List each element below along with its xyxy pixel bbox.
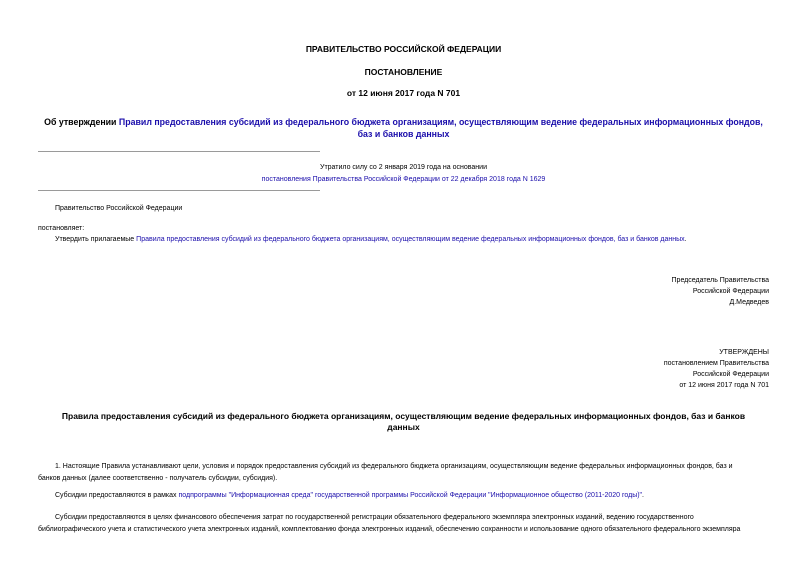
approved-block: [664, 348, 769, 391]
title-rules-link[interactable]: Правил предоставления субсидий из федерального бюджета организациям, осуществляющим ведение федеральных информационных фондов,: [118, 117, 763, 127]
decides-label: постановляет:: [38, 225, 85, 232]
rules-title: [0, 411, 807, 433]
approve-suffix: .: [684, 236, 687, 243]
government-heading: ПРАВИТЕЛЬСТВО РОССИЙСКОЙ ФЕДЕРАЦИИ: [305, 44, 502, 54]
title-rules-link-continued[interactable]: баз и банков данных: [357, 129, 450, 139]
rules-title-line1: Правила предоставления субсидий из федерального бюджета организациям, осуществляющим ведение федеральных информационных фондов, баз и банков: [61, 411, 746, 421]
signature-position: Председатель Правительства: [671, 277, 769, 284]
separator-top: [38, 151, 320, 152]
approved-label: УТВЕРЖДЕНЫ: [719, 349, 769, 356]
paragraph-1-line-2: банков данных (далее соответственно - получатель субсидии, субсидия).: [38, 475, 278, 482]
document-date: от 12 июня 2017 года N 701: [346, 88, 461, 98]
signature-name: Д.Медведев: [729, 299, 769, 306]
repeal-decree-link[interactable]: постановления Правительства Российской Федерации от 22 декабря 2018 года N 1629: [261, 176, 546, 183]
rules-title-line2: данных: [387, 422, 420, 432]
rules-paragraph-3: [38, 513, 769, 535]
rules-paragraph-1: [38, 462, 769, 484]
approved-country: Российской Федерации: [692, 371, 769, 378]
rules-paragraph-2: [55, 491, 644, 501]
document-type-heading: ПОСТАНОВЛЕНИЕ: [364, 67, 443, 77]
document-title: [40, 116, 767, 140]
approve-paragraph: [55, 235, 687, 245]
signature-country: Российской Федерации: [692, 288, 769, 295]
paragraph-2-prefix: Субсидии предоставляются в рамках: [55, 492, 177, 499]
approved-by: постановлением Правительства: [663, 360, 769, 367]
signature-block: [672, 276, 769, 308]
paragraph-3-line-1: Субсидии предоставляются в целях финансового обеспечения затрат по государственной регистрации обязательного федерального экземпляра электронных изданий, ведению государственного: [55, 514, 694, 521]
paragraph-3-line-2: библиографического учета и статистического учета электронных изданий, комплектованию фонда электронных изданий, обеспечению сохранности и использование одного обязательного федерального экземпляра: [38, 526, 741, 533]
subprogram-link[interactable]: подпрограммы "Информационная среда" государственной программы Российской Федерации "Информационное общество (2011-2020 годы)": [178, 492, 643, 499]
approve-rules-link[interactable]: Правила предоставления субсидий из федерального бюджета организациям, осуществляющим ведение федеральных информационных фондов, баз и банков данных: [136, 236, 685, 243]
approve-prefix: Утвердить прилагаемые: [55, 236, 135, 243]
paragraph-2-suffix: .: [642, 492, 644, 499]
separator-bottom: [38, 190, 320, 191]
title-prefix: Об утверждении: [44, 117, 117, 127]
paragraph-1-line-1: 1. Настоящие Правила устанавливают цели, условия и порядок предоставления субсидий из федерального бюджета организациям, осуществляющим ведение федеральных информационных фондов, баз и: [55, 463, 733, 470]
status-note-line: Утратило силу со 2 января 2019 года на основании: [320, 164, 487, 171]
government-label: Правительство Российской Федерации: [55, 205, 183, 212]
approved-date: от 12 июня 2017 года N 701: [679, 382, 769, 389]
